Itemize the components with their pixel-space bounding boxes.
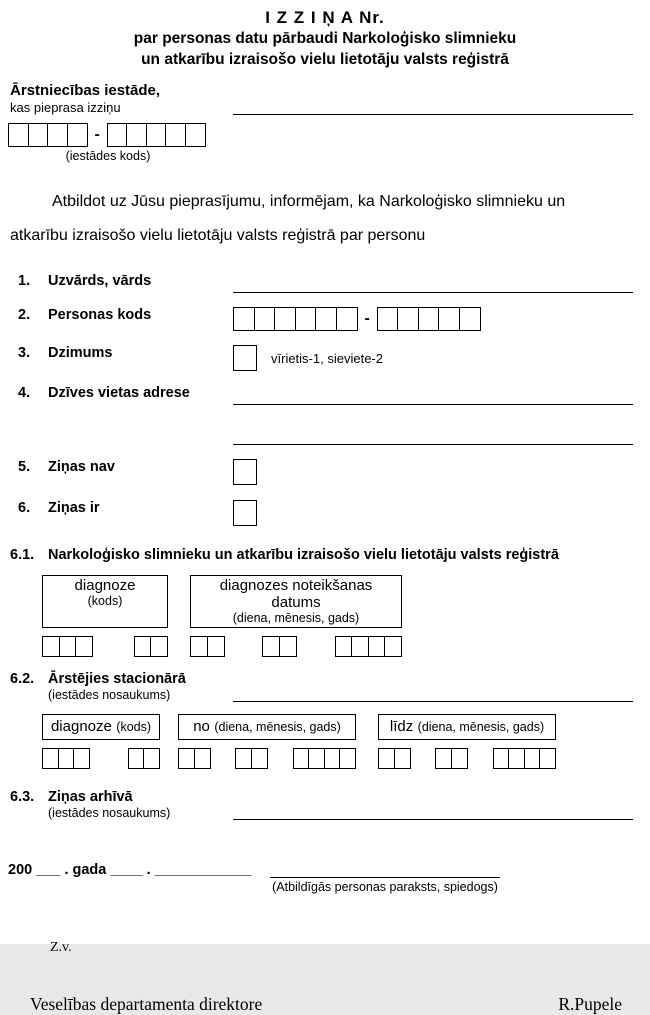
input-cell[interactable] [207, 636, 225, 657]
input-cell[interactable] [384, 636, 402, 657]
institution-code-boxes-left [8, 123, 88, 147]
no-header-paren: (diena, mēnesis, gads) [214, 720, 341, 734]
input-cell[interactable] [315, 307, 337, 331]
input-cell[interactable] [107, 123, 128, 147]
input-cell[interactable] [493, 748, 510, 769]
adrese-field-line2[interactable] [233, 431, 633, 445]
uzvards-vards-field[interactable] [233, 273, 633, 293]
input-cell[interactable] [58, 748, 75, 769]
input-cell[interactable] [377, 307, 399, 331]
input-cell[interactable] [539, 748, 556, 769]
section-number: 6.1. [10, 547, 35, 563]
input-cell[interactable] [28, 123, 49, 147]
input-cell[interactable] [279, 636, 297, 657]
row-personas-kods [0, 307, 650, 331]
datums-header-title: diagnozes noteikšanas datums [219, 577, 373, 611]
form-title-line2: par personas datu pārbaudi Narkoloģisko slimnieku [133, 30, 517, 47]
input-cell[interactable] [126, 123, 147, 147]
zinas-ir-checkbox[interactable] [233, 500, 257, 526]
box-group [293, 748, 357, 769]
section-61-heading-row [0, 547, 650, 563]
item-number: 4. [18, 385, 31, 401]
box-group [107, 123, 206, 147]
row-adrese [0, 385, 650, 405]
signatory-row [30, 994, 622, 1015]
signatory-title: Veselības departamenta direktore [30, 994, 263, 1014]
input-cell[interactable] [274, 307, 296, 331]
requester-name-field[interactable] [233, 97, 633, 115]
input-cell[interactable] [251, 748, 268, 769]
signatory-name: R.Pupele [558, 994, 622, 1014]
input-cell[interactable] [75, 636, 93, 657]
institution-code-caption: (iestādes kods) [65, 149, 151, 163]
lidz-datums-header-box [378, 714, 556, 740]
date-signature-row [0, 862, 650, 894]
diagnoze-header-sub: (kods) [87, 594, 123, 608]
no-header-main: no [193, 718, 210, 735]
section-62-heading: Ārstējies stacionārā [48, 671, 186, 687]
seal-placeholder: Z.v. [50, 940, 72, 955]
lidz-header-paren: (diena, mēnesis, gads) [417, 720, 545, 734]
arhivs-nosaukums-field[interactable] [233, 802, 633, 820]
input-cell[interactable] [451, 748, 468, 769]
requester-label: Ārstniecības iestāde, [10, 82, 161, 99]
personas-kods-dash: - [364, 310, 370, 327]
personas-kods-left [233, 307, 358, 331]
box-group [233, 307, 358, 331]
input-cell[interactable] [435, 748, 452, 769]
input-cell[interactable] [8, 123, 29, 147]
input-cell[interactable] [368, 636, 386, 657]
institution-code-row [8, 123, 650, 147]
datums-header-box [190, 575, 402, 628]
box-group [190, 636, 225, 657]
row-zinas-nav [0, 459, 650, 490]
input-cell[interactable] [397, 307, 419, 331]
item-label: Dzimums [48, 345, 113, 361]
input-cell[interactable] [134, 636, 152, 657]
item-number: 2. [18, 307, 31, 323]
section-63-sublabel: (iestādes nosaukums) [48, 806, 171, 820]
input-cell[interactable] [42, 636, 60, 657]
item-number: 3. [18, 345, 31, 361]
section-number: 6.2. [10, 671, 35, 687]
stacionars-nosaukums-field[interactable] [233, 684, 633, 702]
signature-caption: (Atbildīgās personas paraksts, spiedogs) [272, 880, 498, 894]
signature-field[interactable] [270, 862, 500, 878]
input-cell[interactable] [524, 748, 541, 769]
institution-code-boxes-right [107, 123, 206, 147]
input-cell[interactable] [418, 307, 440, 331]
input-cell[interactable] [67, 123, 88, 147]
dzimums-checkbox[interactable] [233, 345, 257, 371]
item-label: Uzvārds, vārds [48, 273, 152, 289]
box-group [377, 307, 481, 331]
input-cell[interactable] [394, 748, 411, 769]
input-cell[interactable] [438, 307, 460, 331]
input-cell[interactable] [335, 636, 353, 657]
input-cell[interactable] [295, 307, 317, 331]
input-cell[interactable] [190, 636, 208, 657]
section-61-table [42, 575, 650, 657]
code-dash: - [94, 126, 100, 143]
input-cell[interactable] [143, 748, 160, 769]
box-group [42, 748, 90, 769]
section-62-heading-row [0, 671, 650, 702]
box-group [134, 636, 169, 657]
diagnoze-header-title: diagnoze [74, 577, 136, 594]
input-cell[interactable] [165, 123, 186, 147]
box-group [8, 123, 88, 147]
form-title-line3: un atkarību izraisošo vielu lietotāju valsts reģistrā [141, 51, 509, 68]
box-group [262, 636, 297, 657]
input-cell[interactable] [293, 748, 310, 769]
item-label: Ziņas ir [48, 500, 100, 516]
stacionars-diagnoze-cells [42, 748, 160, 769]
stacionars-no-cells [178, 748, 356, 769]
input-cell[interactable] [128, 748, 145, 769]
personas-kods-boxes [233, 307, 633, 331]
form-title-line1: I Z Z I Ņ A Nr. [265, 8, 385, 27]
input-cell[interactable] [73, 748, 90, 769]
input-cell[interactable] [459, 307, 481, 331]
box-group [378, 748, 411, 769]
form-title [0, 8, 650, 70]
section-63-heading-row [0, 789, 650, 820]
box-group [435, 748, 468, 769]
stacionars-lidz-cells [378, 748, 556, 769]
input-cell[interactable] [146, 123, 167, 147]
no-datums-header-box [178, 714, 356, 740]
input-cell[interactable] [378, 748, 395, 769]
box-group [493, 748, 557, 769]
item-number: 1. [18, 273, 31, 289]
row-uzvards [0, 273, 650, 293]
requester-section [0, 82, 650, 115]
requester-sublabel: kas pieprasa izziņu [10, 100, 121, 115]
adrese-field-line1[interactable] [233, 385, 633, 405]
row-dzimums [0, 345, 650, 371]
lidz-header-main: līdz [389, 718, 414, 735]
section-62-sublabel: (iestādes nosaukums) [48, 688, 171, 702]
dzimums-note: vīrietis-1, sieviete-2 [271, 350, 383, 366]
diagnoze-kods-header-box [42, 714, 160, 740]
personas-kods-right [377, 307, 481, 331]
input-cell[interactable] [324, 748, 341, 769]
box-group [235, 748, 268, 769]
diagnoze-header-box [42, 575, 168, 628]
input-cell[interactable] [185, 123, 206, 147]
section-62-table [42, 714, 650, 769]
diagnoze-datums-cells [190, 636, 402, 657]
box-group [178, 748, 211, 769]
input-cell[interactable] [254, 307, 276, 331]
input-cell[interactable] [351, 636, 369, 657]
input-cell[interactable] [42, 748, 59, 769]
input-cell[interactable] [47, 123, 68, 147]
datums-header-sub: (diena, mēnesis, gads) [232, 611, 360, 625]
diagnoze-kods-header-paren: (kods) [116, 720, 152, 734]
intro-paragraph: Atbildot uz Jūsu pieprasījumu, informējam, ka Narkoloģisko slimnieku un atkarību izraisošo vielu lietotāju valsts reģistrā par personu [10, 193, 566, 244]
input-cell[interactable] [508, 748, 525, 769]
date-line[interactable]: 200 ___ . gada ____ . ____________ [8, 862, 252, 878]
box-group [128, 748, 161, 769]
diagnoze-kods-header-main: diagnoze [50, 718, 112, 735]
zinas-nav-checkbox[interactable] [233, 459, 257, 485]
input-cell[interactable] [262, 636, 280, 657]
input-cell[interactable] [178, 748, 195, 769]
section-63-heading: Ziņas arhīvā [48, 789, 133, 805]
diagnoze-kods-cells [42, 636, 168, 657]
box-group [42, 636, 93, 657]
item-label: Ziņas nav [48, 459, 115, 475]
item-label: Dzīves vietas adrese [48, 385, 190, 401]
input-cell[interactable] [336, 307, 358, 331]
item-number: 5. [18, 459, 31, 475]
input-cell[interactable] [339, 748, 356, 769]
row-zinas-ir [0, 500, 650, 531]
input-cell[interactable] [308, 748, 325, 769]
input-cell[interactable] [59, 636, 77, 657]
input-cell[interactable] [150, 636, 168, 657]
section-number: 6.3. [10, 789, 35, 805]
input-cell[interactable] [233, 307, 255, 331]
section-61-heading: Narkoloģisko slimnieku un atkarību izraisošo vielu lietotāju valsts reģistrā [48, 547, 559, 563]
item-label: Personas kods [48, 307, 152, 323]
item-number: 6. [18, 500, 31, 516]
input-cell[interactable] [194, 748, 211, 769]
input-cell[interactable] [235, 748, 252, 769]
box-group [335, 636, 403, 657]
